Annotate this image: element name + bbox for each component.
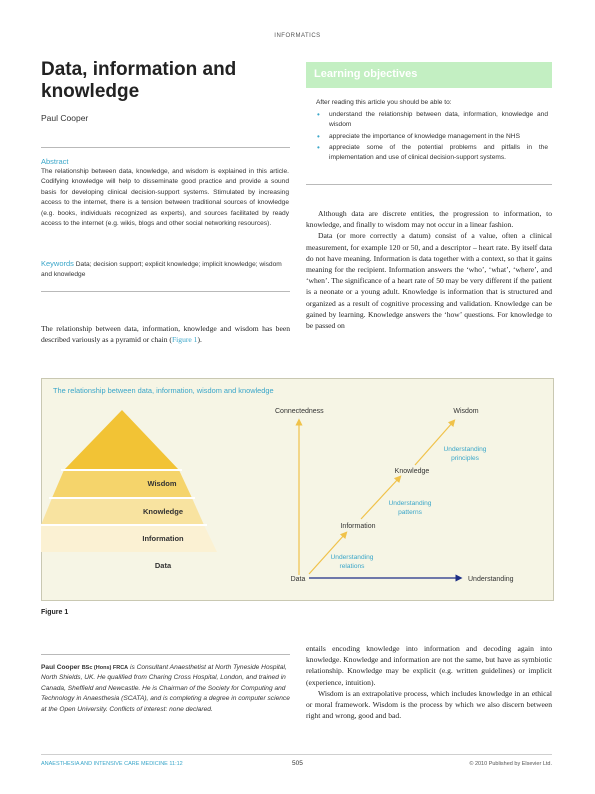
bio-quals: BSc (Hons) FRCA <box>81 665 129 671</box>
understanding-label: principles <box>451 455 479 462</box>
learning-objectives-list <box>316 110 548 164</box>
pyramid-label: Data <box>154 561 172 570</box>
article-title <box>41 59 291 103</box>
intro-paragraph <box>41 323 290 345</box>
divider <box>41 291 290 292</box>
paragraph: entails encoding knowledge into information and decoding again into knowledge. Knowledge and information are not the same, but have as symbiotic relationship. Knowledge may be explicit (e.g. written guidelines) or implicit (experience, intuition). <box>306 644 552 687</box>
body-text-right-2 <box>306 643 552 721</box>
learning-objectives-intro: After reading this article you should be able to: <box>316 99 452 106</box>
body-text-right <box>306 208 552 331</box>
step-label: Knowledge <box>394 468 430 475</box>
figure-caption: Figure 1 <box>41 609 69 616</box>
page-number: 505 <box>292 760 303 767</box>
list-item: • appreciate the importance of knowledge management in the NHS <box>316 132 548 142</box>
x-axis-label: Understanding <box>468 576 514 583</box>
footer-journal: ANAESTHESIA AND INTENSIVE CARE MEDICINE 11:12 <box>41 761 183 767</box>
pyramid-tier-wisdom <box>64 410 179 470</box>
step-label: Information <box>340 523 376 530</box>
origin-label: Data <box>290 576 306 583</box>
y-axis-label: Connectedness <box>275 408 324 415</box>
list-item: • understand the relationship between data, information, knowledge and wisdom <box>316 110 548 131</box>
intro-text-end: ). <box>197 335 202 345</box>
paragraph: Although data are discrete entities, the progression to information, to knowledge, and finally to wisdom may not occur in a linear fashion. <box>306 209 552 230</box>
paragraph: Data (or more correctly a datum) consist of a value, often a clinical measurement, for example 120 or 50, and a descriptor – heart rate. By itself data do not have meaning. Information is data together with a context, so that it gains meaning for the recipient. Information answers the ‘who’, ‘what’, ‘where’, and ‘when’. The significance of a heart rate of 50 may be very different if the patient is a neonate or a young adult. Knowledge is information that is structured and organized as a result of cognitive processing and validation. Knowledge can be gained by learning. Knowledge answers the ‘how’ questions. For knowledge to be passed on <box>306 231 552 331</box>
figure-graphic <box>41 378 552 599</box>
list-item: • appreciate some of the potential problems and pitfalls in the implementation and use of clinical decision-support systems. <box>316 143 548 164</box>
footer-copyright: © 2010 Published by Elsevier Ltd. <box>469 761 552 767</box>
divider <box>41 147 290 148</box>
understanding-label: Understanding <box>330 554 374 561</box>
keywords <box>41 259 289 281</box>
step-label: Wisdom <box>453 408 479 415</box>
understanding-label: Understanding <box>443 446 487 453</box>
abstract-text: The relationship between data, knowledge, and wisdom is explained in this article. Codifying knowledge will help to disseminate good practice and provide a sound basis for developing clinical decision-support systems. Stimulated by increasing access to the internet, there is a tension between traditional sources of knowledge (e.g. books, individuals recognized as experts), and sources facilitated by ready access to the internet (e.g. wikis, blogs and other social networking resources). <box>41 168 289 228</box>
pyramid-label: Wisdom <box>147 479 177 488</box>
author-name: Paul Cooper <box>41 113 89 123</box>
understanding-label: relations <box>339 563 365 570</box>
divider <box>41 754 552 755</box>
understanding-label: Understanding <box>388 500 432 507</box>
divider <box>306 184 552 185</box>
title-line-2: knowledge <box>41 81 140 102</box>
keywords-text: Data; decision support; explicit knowledge; implicit knowledge; wisdom and knowledge <box>41 261 282 279</box>
title-line-1: Data, information and <box>41 59 237 80</box>
section-header: INFORMATICS <box>274 33 321 39</box>
understanding-label: patterns <box>398 509 422 516</box>
intro-text: The relationship between data, information, knowledge and wisdom has been described variously as a pyramid or chain ( <box>41 324 290 345</box>
abstract-heading: Abstract <box>41 157 69 166</box>
divider <box>41 654 290 655</box>
pyramid-tier-data <box>41 525 217 552</box>
pyramid-label: Information <box>142 534 184 543</box>
paragraph: Wisdom is an extrapolative process, which includes knowledge in an ethical or moral framework. Wisdom is the process by which we also discern between right and wrong, good and bad. <box>306 688 552 721</box>
figure-title: The relationship between data, information, wisdom and knowledge <box>53 386 274 395</box>
bio-text: is Consultant Anaesthetist at North Tyneside Hospital, North Shields, UK. He qualified from Charing Cross Hospital, London, and trained in Canada, Sheffield and Newcastle. He is Chairman of the Society for Computing and Technology in Anaesthesia (SCATA), and is completing a degree in computer science at the Open University. Conflicts of interest: none declared. <box>41 664 290 713</box>
bio-name: Paul Cooper <box>41 664 80 671</box>
keywords-label: Keywords <box>41 259 74 268</box>
pyramid-label: Knowledge <box>142 507 184 516</box>
learning-objectives-title: Learning objectives <box>314 68 418 80</box>
author-bio <box>41 663 291 715</box>
figure-link[interactable]: Figure 1 <box>171 335 198 345</box>
